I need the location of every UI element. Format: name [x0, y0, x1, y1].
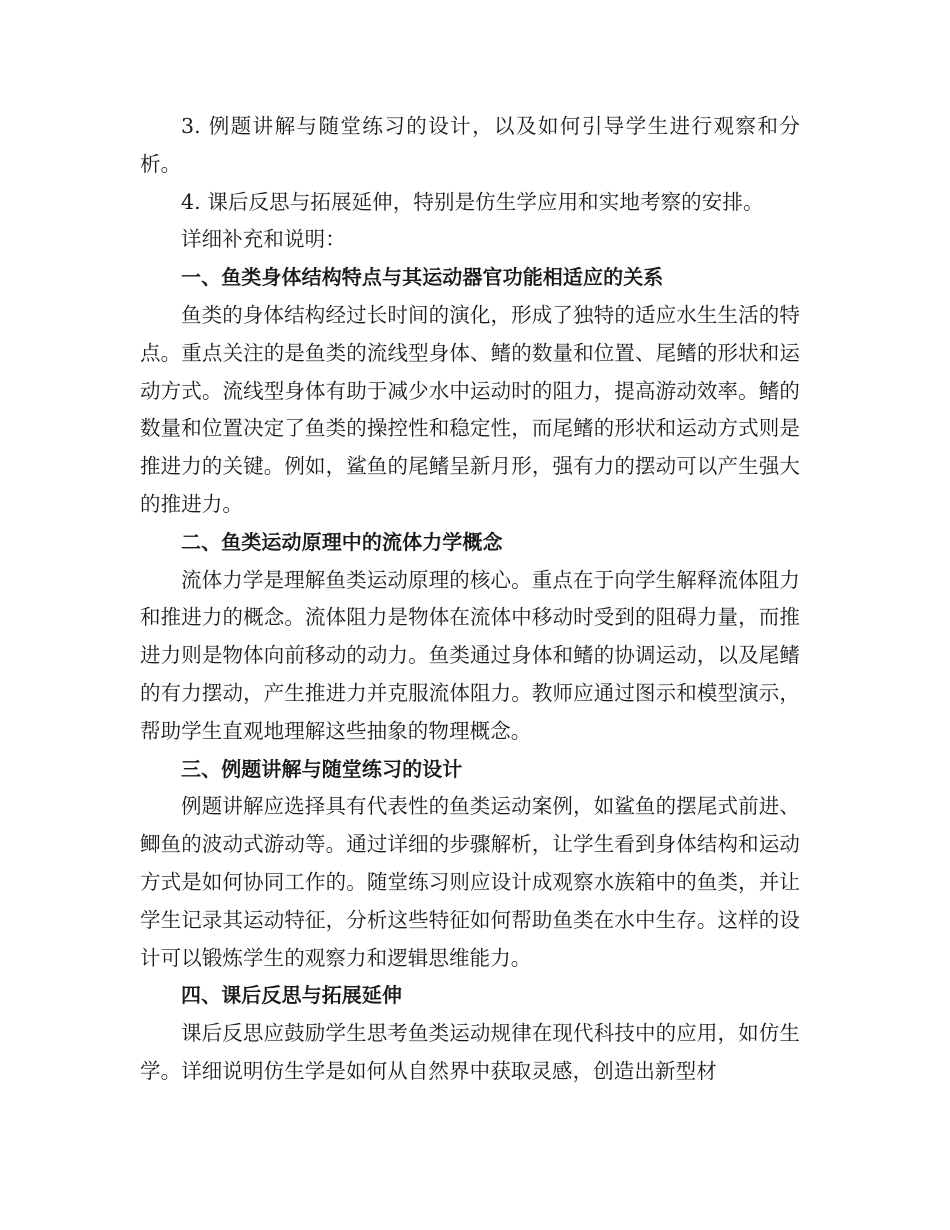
section-paragraph-1: 鱼类的身体结构经过长时间的演化，形成了独特的适应水生生活的特点。重点关注的是鱼类的流线型身体、鳍的数量和位置、尾鳍的形状和运动方式。流线型身体有助于减少水中运动时的阻力，提高游动效率。鳍的数量和位置决定了鱼类的操控性和稳定性，而尾鳍的形状和运动方式则是推进力的关键。例如，鲨鱼的尾鳍呈新月形，强有力的摆动可以产生强大的推进力。 [140, 302, 800, 516]
section-heading-2: 二、鱼类运动原理中的流体力学概念 [181, 529, 503, 554]
section-paragraph-4: 课后反思应鼓励学生思考鱼类运动规律在现代科技中的应用，如仿生学。详细说明仿生学是如何从自然界中获取灵感，创造出新型材 [140, 1021, 800, 1083]
section-paragraph-3: 例题讲解应选择具有代表性的鱼类运动案例，如鲨鱼的摆尾式前进、鲫鱼的波动式游动等。通过详细的步骤解析，让学生看到身体结构和运动方式是如何协同工作的。随堂练习则应设计成观察水族箱中的鱼类，并让学生记录其运动特征，分析这些特征如何帮助鱼类在水中生存。这样的设计可以锻炼学生的观察力和逻辑思维能力。 [140, 794, 800, 970]
section-paragraph-2: 流体力学是理解鱼类运动原理的核心。重点在于向学生解释流体阻力和推进力的概念。流体阻力是物体在流体中移动时受到的阻碍力量，而推进力则是物体向前移动的动力。鱼类通过身体和鳍的协调运动，以及尾鳍的有力摆动，产生推进力并克服流体阻力。教师应通过图示和模型演示，帮助学生直观地理解这些抽象的物理概念。 [140, 567, 800, 743]
section-heading-3: 三、例题讲解与随堂练习的设计 [181, 756, 463, 781]
list-item-3: 3. 例题讲解与随堂练习的设计，以及如何引导学生进行观察和分析。 [140, 114, 800, 176]
supplement-intro: 详细补充和说明： [181, 227, 346, 252]
list-item-4: 4. 课后反思与拓展延伸，特别是仿生学应用和实地考察的安排。 [181, 189, 764, 214]
document-body [140, 108, 800, 1091]
section-heading-4: 四、课后反思与拓展延伸 [181, 983, 403, 1008]
section-heading-1: 一、鱼类身体结构特点与其运动器官功能相适应的关系 [181, 265, 664, 290]
